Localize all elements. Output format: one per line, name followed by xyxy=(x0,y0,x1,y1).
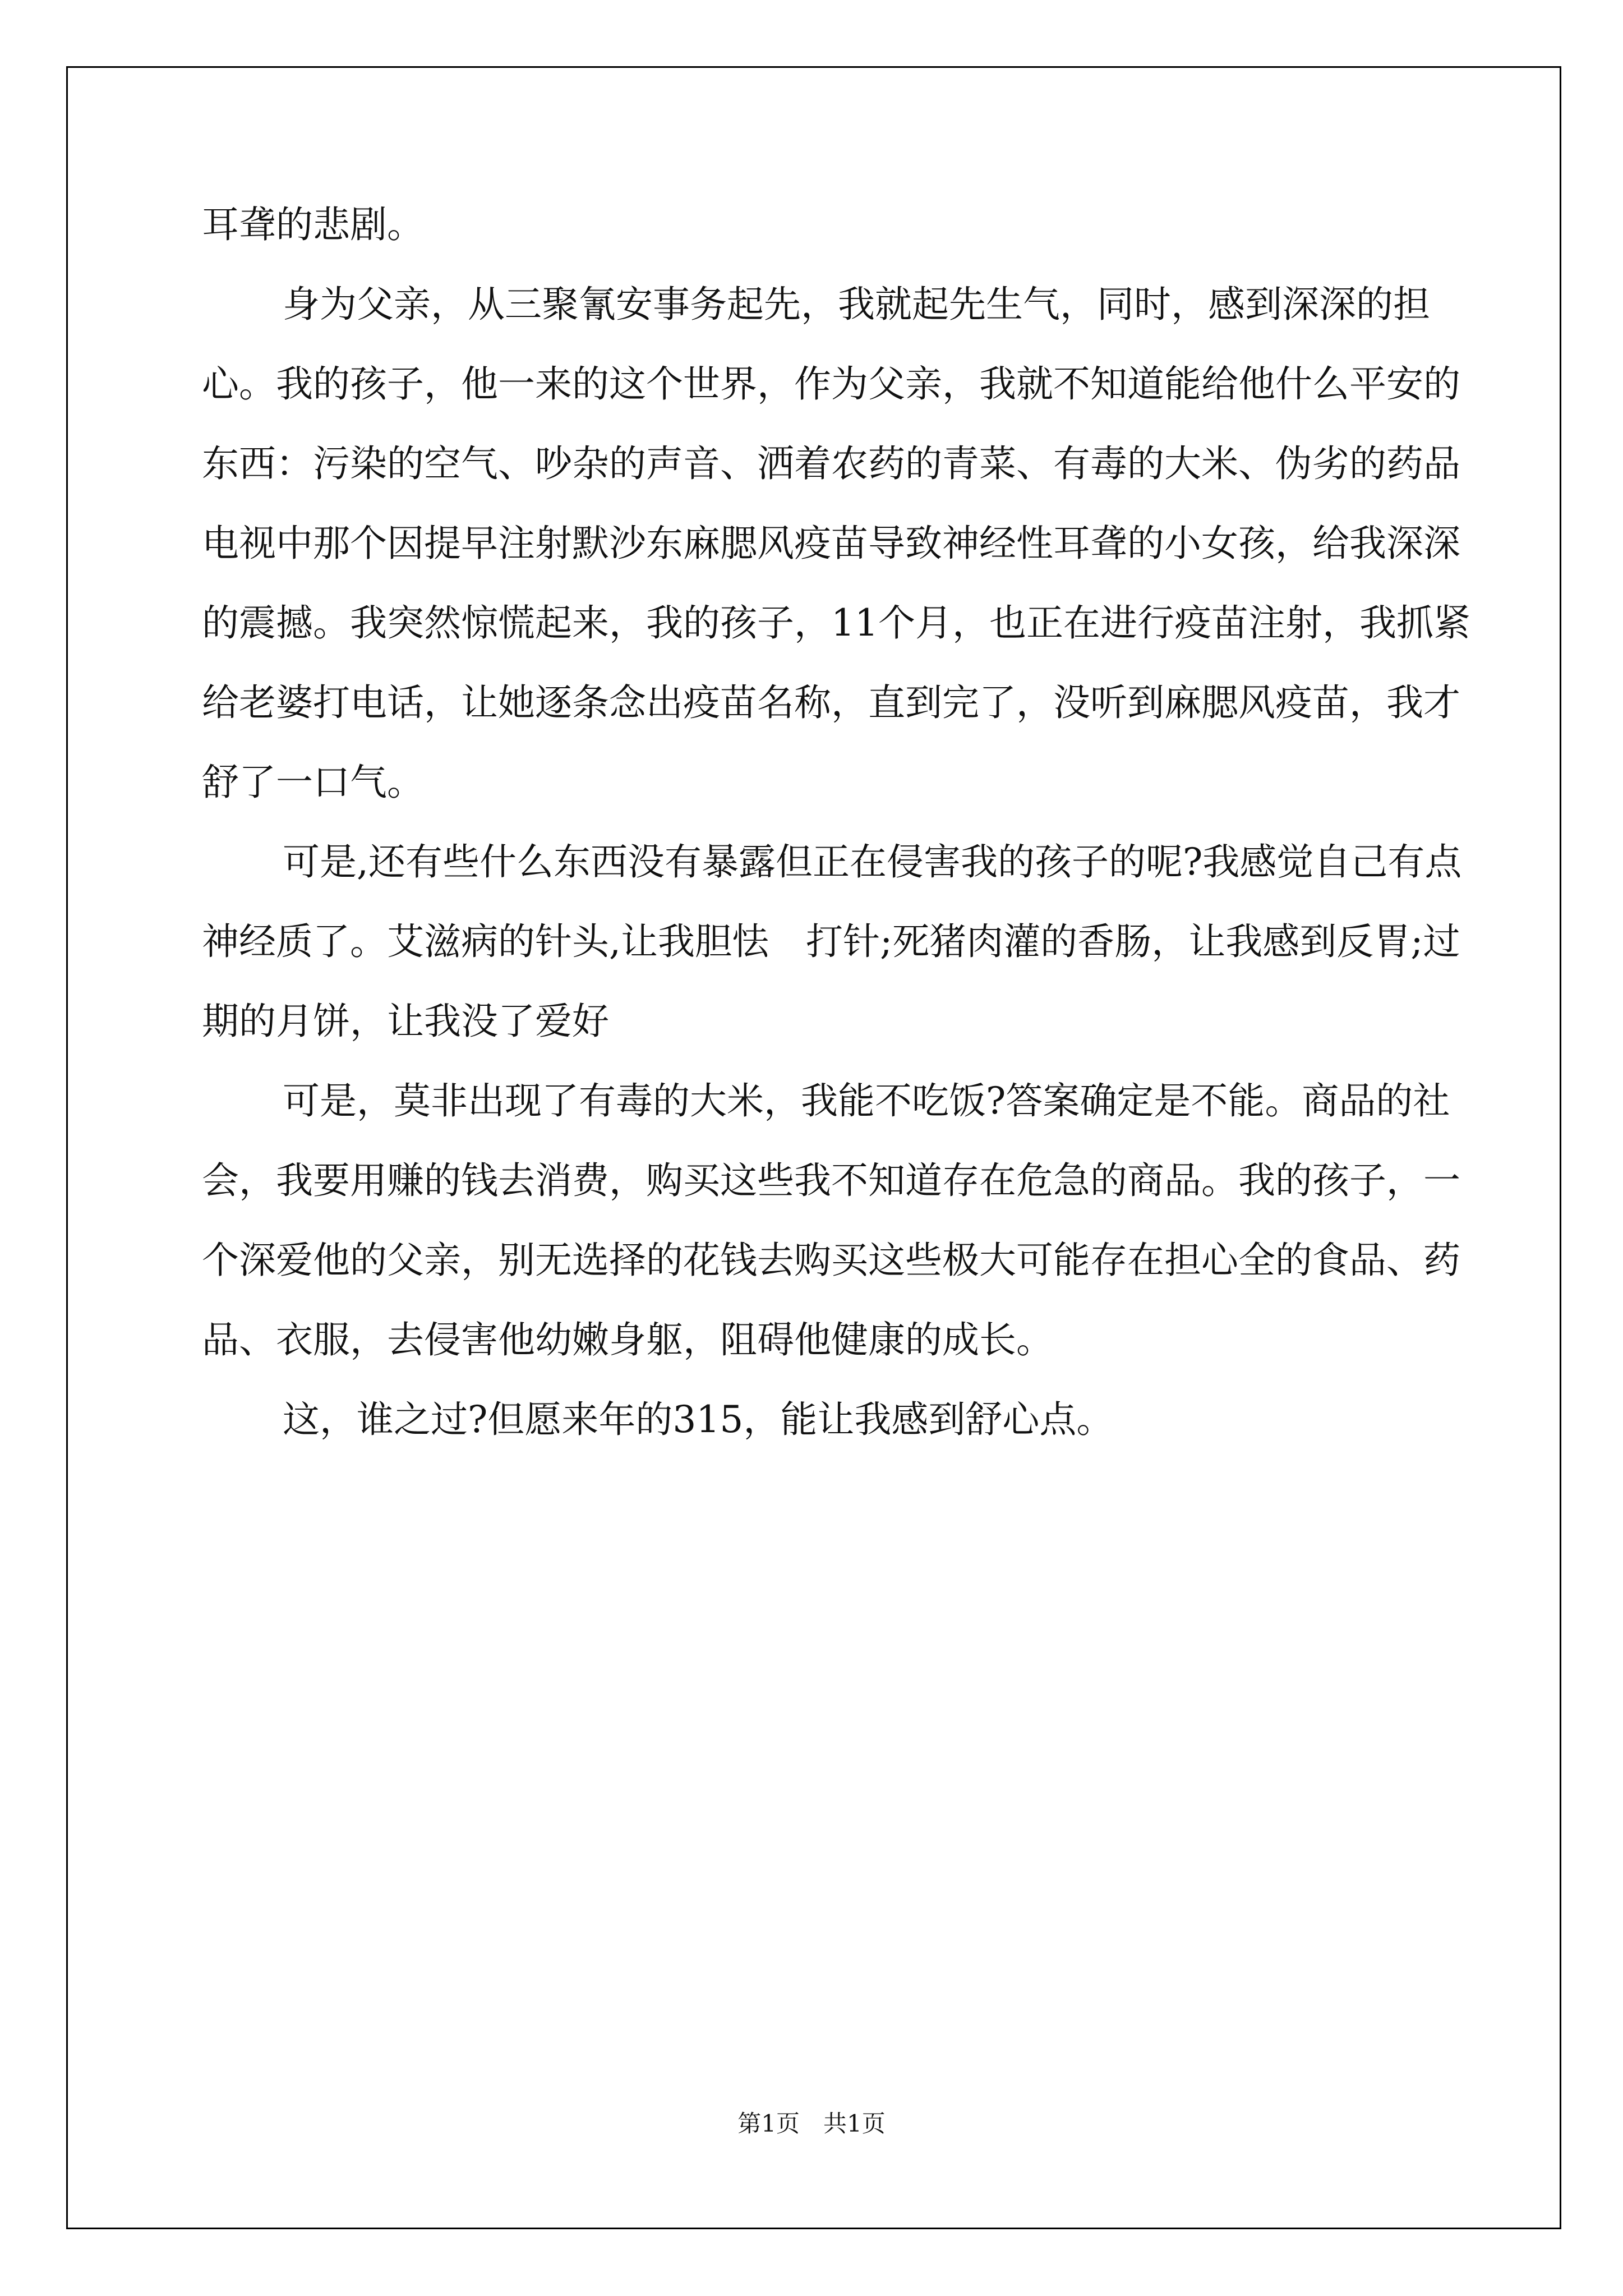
document-body xyxy=(202,185,1475,1460)
paragraph-5: 这，谁之过?但愿来年的315，能让我感到舒心点。 xyxy=(283,1398,1114,1441)
page-number-footer: 第1页 共1页 xyxy=(737,2110,886,2137)
paragraph-4: 可是，莫非出现了有毒的大米，我能不吃饭?答案确定是不能。商品的社会，我要用赚的钱去消费，购买这些我不知道存在危急的商品。我的孩子，一个深爱他的父亲，别无选择的花钱去购买这些极大可能存在担心全的食品、药品、衣服，去侵害他幼嫩身躯，阻碍他健康的成长。 xyxy=(202,1079,1460,1361)
paragraph-2: 身为父亲，从三聚氰安事务起先，我就起先生气，同时，感到深深的担心。我的孩子，他一来的这个世界，作为父亲，我就不知道能给他什么平安的东西：污染的空气、吵杂的声音、洒着农药的青菜、有毒的大米、伪劣的药品电视中那个因提早注射默沙东麻腮风疫苗导致神经性耳聋的小女孩，给我深深的震撼。我突然惊慌起来，我的孩子，11个月，也正在进行疫苗注射，我抓紧给老婆打电话，让她逐条念出疫苗名称，直到完了，没听到麻腮风疫苗，我才舒了一口气。 xyxy=(202,283,1470,804)
paragraph-3: 可是,还有些什么东西没有暴露但正在侵害我的孩子的呢?我感觉自己有点神经质了。艾滋病的针头,让我胆怯 打针;死猪肉灌的香肠，让我感到反胃;过期的月饼，让我没了爱好 xyxy=(202,840,1462,1043)
paragraph-1: 耳聋的悲剧。 xyxy=(202,203,424,246)
